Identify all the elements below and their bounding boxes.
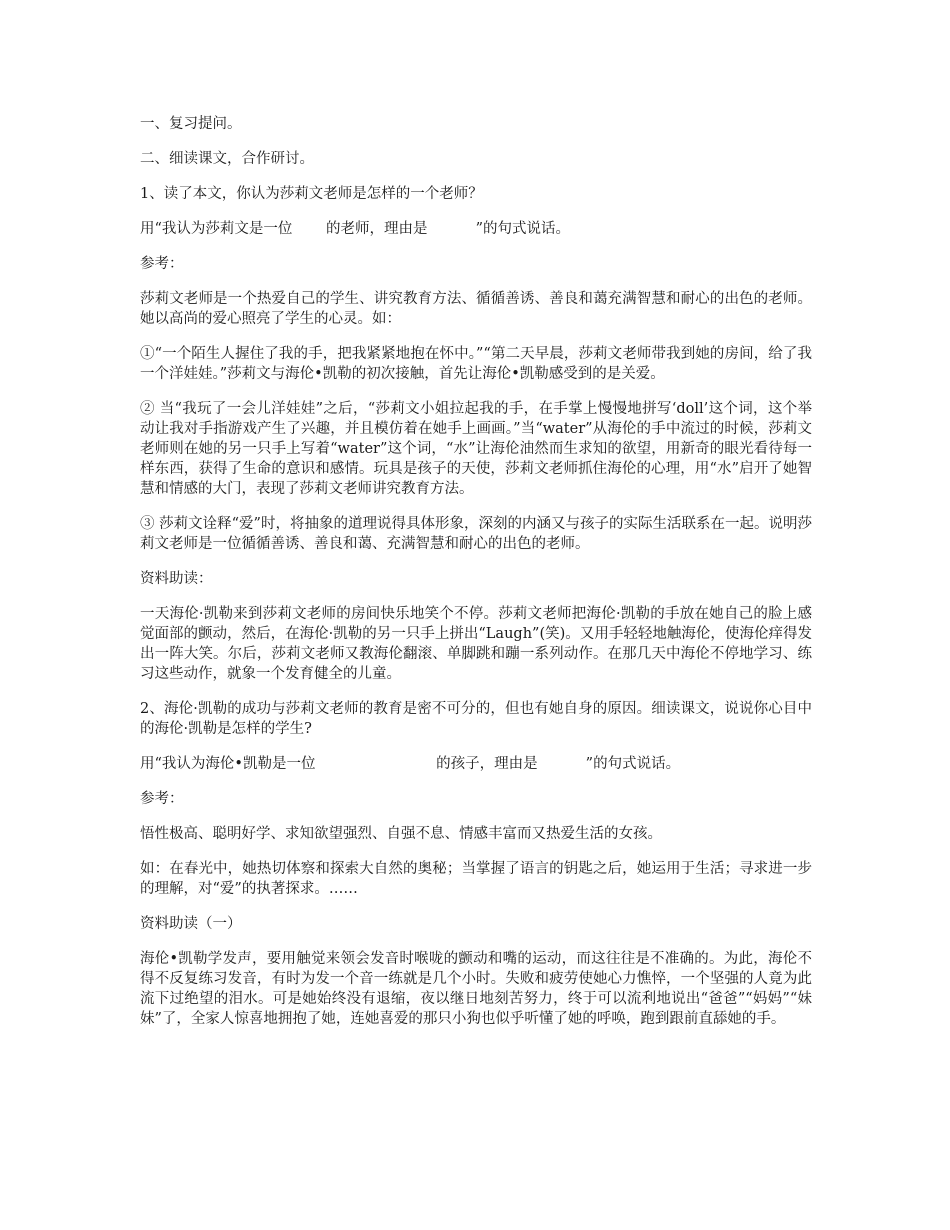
section-heading-review: 一、复习提问。	[140, 116, 242, 132]
question-2: 2、海伦·凯勒的成功与莎莉文老师的教育是密不可分的，但也有她自身的原因。细读课文，说说你心目中的海伦·凯勒是怎样的学生?	[140, 701, 812, 737]
document-body	[140, 114, 812, 1044]
reading-aid-label: 资料助读：	[140, 571, 213, 587]
example-paragraph-1: ①“一个陌生人握住了我的手，把我紧紧地抱在怀中。”“第二天早晨，莎莉文老师带我到她的房间，给了我一个洋娃娃。”莎莉文与海伦•凯勒的初次接触，首先让海伦•凯勒感受到的是关爱。	[140, 346, 813, 382]
example-paragraph-4: 如：在春光中，她热切体察和探索大自然的奥秘；当掌握了语言的钥匙之后，她运用于生活；寻求进一步的理解，对“爱”的执著探求。……	[140, 861, 812, 897]
reading-aid-paragraph: 一天海伦·凯勒来到莎莉文老师的房间快乐地笑个不停。莎莉文老师把海伦·凯勒的手放在她自己的脸上感觉面部的颤动，然后，在海伦·凯勒的另一只手上拼出“Laugh”(笑)。又用手轻轻地触海伦，使海伦痒得发出一阵大笑。尔后，莎莉文老师又教海伦翻滚、单脚跳和蹦一系列动作。在那几天中海伦不停地学习、练习这些动作，就象一个发育健全的儿童。	[140, 606, 812, 682]
reference-label: 参考：	[140, 256, 184, 272]
example-paragraph-2: ② 当“我玩了一会儿洋娃娃”之后，“莎莉文小姐拉起我的手，在手掌上慢慢地拼写‘doll’这个词，这个举动让我对手指游戏产生了兴趣，并且模仿着在她手上画画。”当“water”从海伦的手中流过的时候，莎莉文老师则在她的另一只手上写着“water”这个词，“水”让海伦油然而生求知的欲望，用新奇的眼光看待每一样东西，获得了生命的意识和感情。玩具是孩子的天使，莎莉文老师抓住海伦的心理，用“水”启开了她智慧和情感的大门，表现了莎莉文老师讲究教育方法。	[140, 401, 812, 497]
reference-answer-2: 悟性极高、聪明好学、求知欲望强烈、自强不息、情感丰富而又热爱生活的女孩。	[140, 826, 662, 842]
reference-label-2: 参考：	[140, 791, 184, 807]
reading-aid-paragraph-1: 海伦•凯勒学发声，要用触觉来领会发音时喉咙的颤动和嘴的运动，而这往往是不准确的。为此，海伦不得不反复练习发音，有时为发一个音一练就是几个小时。失败和疲劳使她心力憔悴，一个坚强的人竟为此流下过绝望的泪水。可是她始终没有退缩，夜以继日地刻苦努力，终于可以流利地说出“爸爸”“妈妈”“妹妹”了，全家人惊喜地拥抱了她，连她喜爱的那只小狗也似乎听懂了她的呼唤，跑到跟前直舔她的手。	[140, 951, 812, 1027]
reading-aid-label-1: 资料助读（一）	[140, 916, 242, 932]
sentence-pattern-1: 用“我认为莎莉文是一位 的老师，理由是 ”的句式说话。	[140, 221, 571, 237]
example-paragraph-3: ③ 莎莉文诠释“爱”时，将抽象的道理说得具体形象，深刻的内涵又与孩子的实际生活联系在一起。说明莎莉文老师是一位循循善诱、善良和蔼、充满智慧和耐心的出色的老师。	[140, 516, 812, 552]
sentence-pattern-2: 用“我认为海伦•凯勒是一位 的孩子，理由是 ”的句式说话。	[140, 756, 681, 772]
question-1: 1、读了本文，你认为莎莉文老师是怎样的一个老师？	[140, 186, 483, 202]
reference-paragraph: 莎莉文老师是一个热爱自己的学生、讲究教育方法、循循善诱、善良和蔼充满智慧和耐心的出色的老师。她以高尚的爱心照亮了学生的心灵。如：	[140, 291, 812, 327]
section-heading-close-reading: 二、细读课文，合作研讨。	[140, 151, 314, 167]
